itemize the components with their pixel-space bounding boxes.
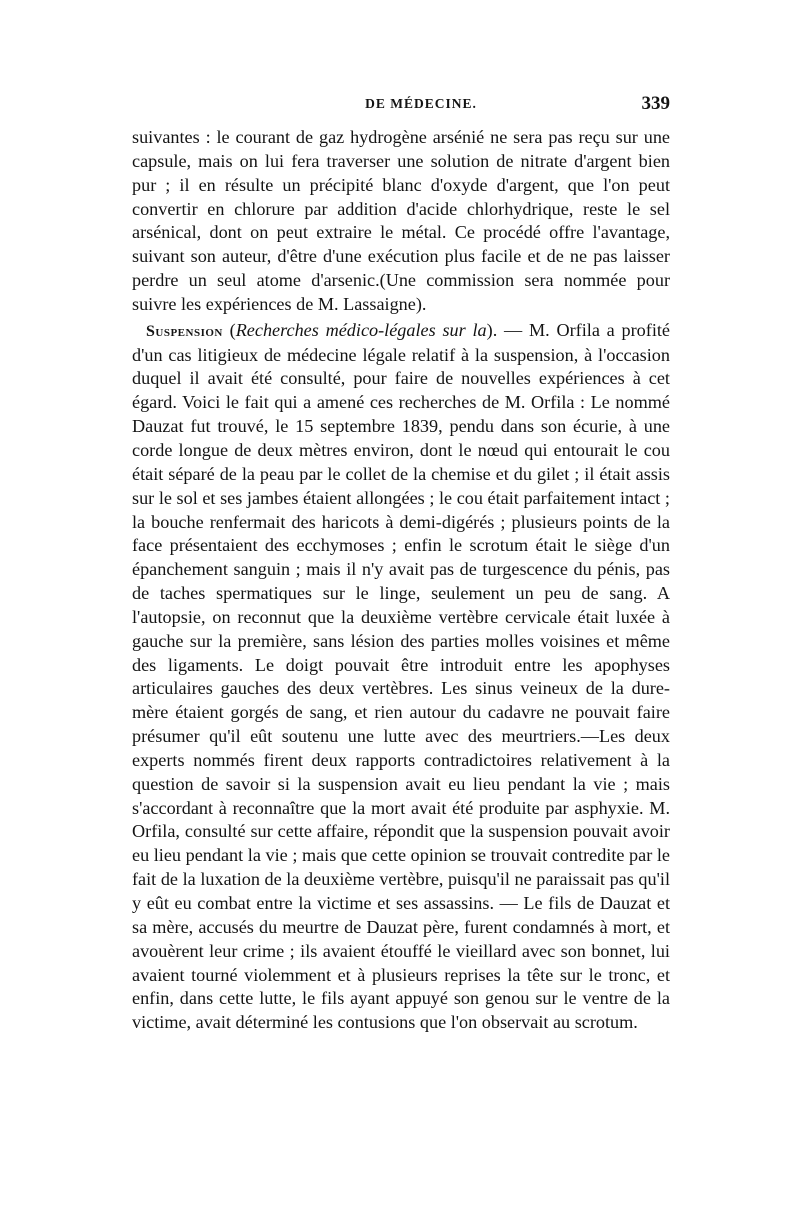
open-paren: (: [222, 319, 236, 340]
running-head: DE MÉDECINE.: [365, 96, 477, 111]
paragraph-body: M. Orfila a profité d'un cas litigieux de médecine légale relatif à la suspension, à l'occasion duquel il avait été consulté, pour faire de nouvelles expériences à cet égard. Voici le fait qui a amené ces recherches de M. Orfila : Le nommé Dauzat fut trouvé, le 15 septembre 1839, pendu dans son écurie, à une corde longue de deux mètres environ, dont le nœud qui entourait le cou était séparé de la peau par le collet de la chemise et du gilet ; il était assis sur le sol et ses jambes étaient allongées ; le cou était parfaitement intact ; la bouche renfermait des haricots à demi-digérés ; plusieurs points de la face présentaient des ecchymoses ; enfin le scrotum était le siège d'un épanchement sanguin ; mais il n'y avait pas de turgescence du pénis, pas de taches spermatiques sur le linge, seulement un peu de sang. A l'autopsie, on reconnut que la deuxième vertèbre cervicale était luxée à gauche sur la première, sans lésion des parties molles voisines et même des ligaments. Le doigt pouvait être introduit entre les apophyses articulaires gauches des deux vertèbres. Les sinus veineux de la dure-mère étaient gorgés de sang, et rien autour du cadavre ne pouvait faire présumer qu'il eût soutenu une lutte avec des meurtriers.—Les deux experts nommés firent deux rapports contradictoires relativement à la question de savoir si la suspension avait eu lieu pendant la vie ; mais s'accordant à reconnaître que la mort avait été produite par asphyxie. M. Orfila, consulté sur cette affaire, répondit que la suspension pouvait avoir eu lieu pendant la vie ; mais que cette opinion se trouvait contredite par le fait de la luxation de la deuxième vertèbre, puisqu'il ne paraissait pas qu'il y eût eu combat entre la victime et ses assassins. — Le fils de Dauzat et sa mère, accusés du meurtre de Dauzat père, furent condamnés à mort, et avouèrent leur crime ; ils avaient étouffé le vieillard avec son bonnet, lui avaient tourné violemment et à plusieurs reprises la tête sur le tronc, et enfin, dans cette lutte, le fils ayant appuyé son genou sur le ventre de la victime, avait déterminé les contusions que l'on observait au scrotum.: [132, 319, 670, 1033]
section-heading: Suspension: [146, 322, 223, 340]
page-number: 339: [641, 93, 670, 114]
after-title: ). —: [486, 319, 529, 340]
page-header: [132, 93, 670, 126]
reference-title: Recherches médico-légales sur la: [235, 319, 487, 340]
book-page: [132, 93, 670, 1035]
paragraph-continuation: suivantes : le courant de gaz hydrogène arsénié ne sera pas reçu sur une capsule, mais on lui fera traverser une solution de nitrate d'argent bien pur ; il en résulte un précipité blanc d'oxyde d'argent, que l'on peut convertir en chlorure par addition d'acide chlorhydrique, reste le sel arsénical, dont on peut extraire le métal. Ce procédé offre l'avantage, suivant son auteur, d'être d'une exécution plus facile et de ne pas laisser perdre un seul atome d'arsenic.(Une commission sera nommée pour suivre les expériences de M. Lassaigne).: [132, 127, 670, 314]
paragraph-suspension: [132, 319, 670, 1035]
